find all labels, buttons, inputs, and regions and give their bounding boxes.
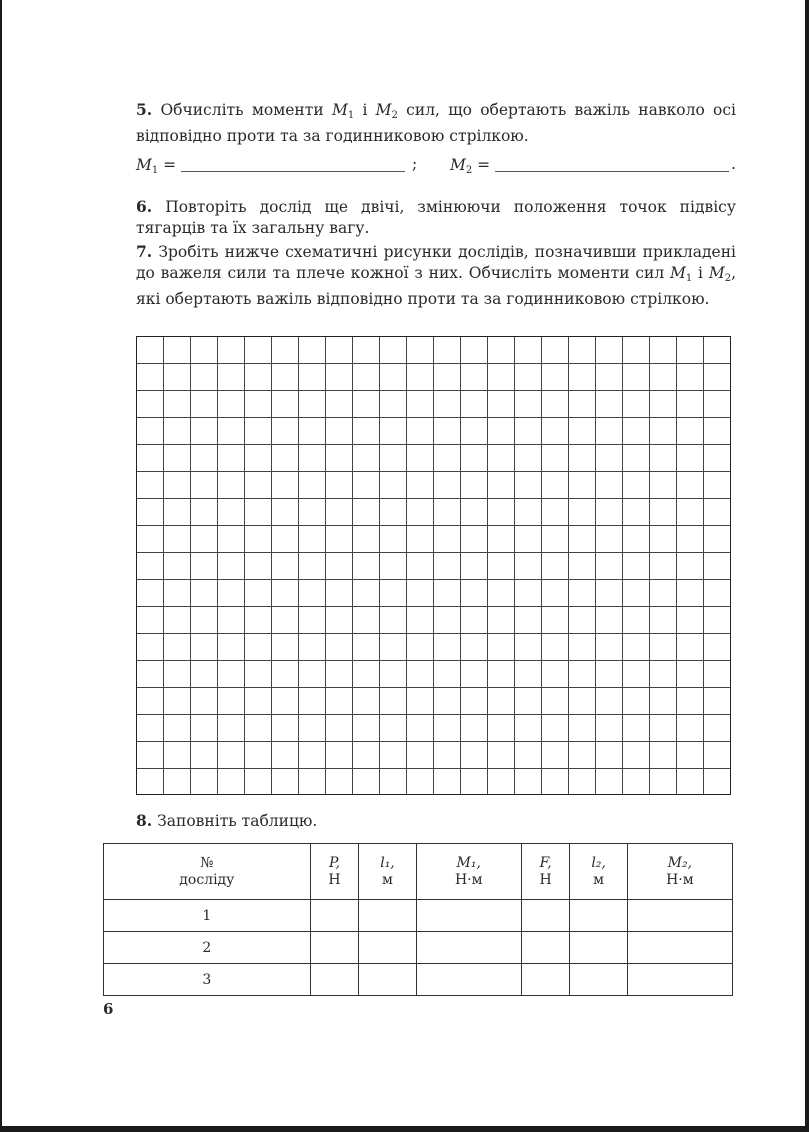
table-row [104, 964, 733, 996]
column-header-symbol: M₁, [456, 854, 481, 871]
column-header [521, 844, 570, 900]
task-7-number: 7. [136, 242, 153, 261]
moment-sub-1: 1 [347, 110, 355, 121]
table-cell[interactable] [416, 900, 521, 932]
table-cell[interactable] [359, 964, 416, 996]
table-cell[interactable] [310, 932, 359, 964]
task-8-number: 8. [136, 811, 153, 830]
task-5-text-b: сил, що обертають важіль навколо осі відповідно проти та за годинниковою стрілкою. [136, 101, 737, 145]
task-6 [136, 196, 736, 239]
table-row [104, 932, 733, 964]
moment-sub-2: 2 [391, 110, 398, 121]
conjunction: і [354, 101, 376, 119]
m2-sub: 2 [465, 165, 473, 176]
experiment-number-cell: 3 [104, 964, 311, 996]
task-7-text-b: , які обертають важіль відповідно проти та за годинниковою стрілкою. [136, 264, 736, 308]
m2-symbol: M [450, 156, 466, 174]
page-number: 6 [103, 1000, 114, 1018]
column-header-unit: Н [328, 871, 341, 888]
column-header-symbol: l₁, [380, 854, 395, 871]
column-header-symbol: l₂, [591, 854, 606, 871]
m2-answer [450, 155, 729, 181]
task-5 [136, 99, 736, 147]
equals-sign: = [472, 156, 496, 174]
moment-symbol: M [375, 101, 392, 119]
drawing-grid[interactable] [136, 336, 731, 795]
column-header-unit: м [382, 871, 393, 888]
column-header-unit: Н·м [666, 871, 694, 888]
equals-sign: = [158, 156, 182, 174]
table-cell[interactable] [416, 932, 521, 964]
table-cell[interactable] [359, 932, 416, 964]
column-header [416, 844, 521, 900]
task-6-number: 6. [136, 197, 153, 216]
task-8-text: Заповніть таблицю. [152, 812, 318, 830]
moment-symbol: M [708, 264, 725, 282]
task-6-text: Повторіть дослід ще двічі, змінюючи положення точок підвісу тягарців та їх загальну вагу. [136, 198, 736, 237]
m1-sub: 1 [151, 165, 159, 176]
m1-answer [136, 155, 405, 181]
m1-answer-field[interactable] [181, 157, 405, 172]
task-7 [136, 241, 736, 310]
table-cell[interactable] [310, 964, 359, 996]
column-header [359, 844, 416, 900]
table-cell[interactable] [359, 900, 416, 932]
column-header-symbol: F, [539, 854, 552, 871]
column-header-unit: Н [539, 871, 552, 888]
m1-symbol: M [136, 156, 152, 174]
table-cell[interactable] [627, 932, 732, 964]
column-header [310, 844, 359, 900]
table-cell[interactable] [521, 932, 570, 964]
experiment-number-cell: 1 [104, 900, 311, 932]
table-cell[interactable] [416, 964, 521, 996]
column-header [627, 844, 732, 900]
column-header-unit: м [593, 871, 605, 888]
table-cell[interactable] [521, 900, 570, 932]
column-header-symbol: № [200, 854, 214, 871]
period: . [731, 155, 736, 173]
column-header-unit: досліду [179, 871, 235, 888]
experiment-number-cell: 2 [104, 932, 311, 964]
results-table [103, 843, 733, 996]
table-cell[interactable] [521, 964, 570, 996]
task-8 [136, 811, 317, 830]
table-row [104, 900, 733, 932]
m2-answer-field[interactable] [495, 157, 729, 172]
table-cell[interactable] [570, 932, 627, 964]
moment-sub-2: 2 [724, 273, 732, 284]
task-5-text-a: Обчисліть моменти [152, 101, 332, 119]
table-cell[interactable] [627, 900, 732, 932]
column-header-symbol: P, [329, 854, 341, 871]
column-header-unit: Н·м [454, 871, 483, 888]
column-header-symbol: M₂, [667, 854, 693, 871]
moment-sub-1: 1 [685, 273, 693, 284]
task-5-number: 5. [136, 100, 153, 119]
moment-symbol: M [670, 264, 686, 282]
moment-symbol: M [331, 101, 348, 119]
table-cell[interactable] [310, 900, 359, 932]
table-header-row [104, 844, 733, 900]
column-header [570, 844, 627, 900]
conjunction: і [692, 264, 709, 282]
task-7-text-a: Зробіть нижче схематичні рисунки дослідів, позначивши прикладені до важеля сили та плече кожної з них. Обчисліть моменти сил [136, 243, 736, 282]
semicolon: ; [412, 155, 418, 173]
column-header [104, 844, 311, 900]
table-cell[interactable] [627, 964, 732, 996]
table-cell[interactable] [570, 900, 627, 932]
table-cell[interactable] [570, 964, 627, 996]
